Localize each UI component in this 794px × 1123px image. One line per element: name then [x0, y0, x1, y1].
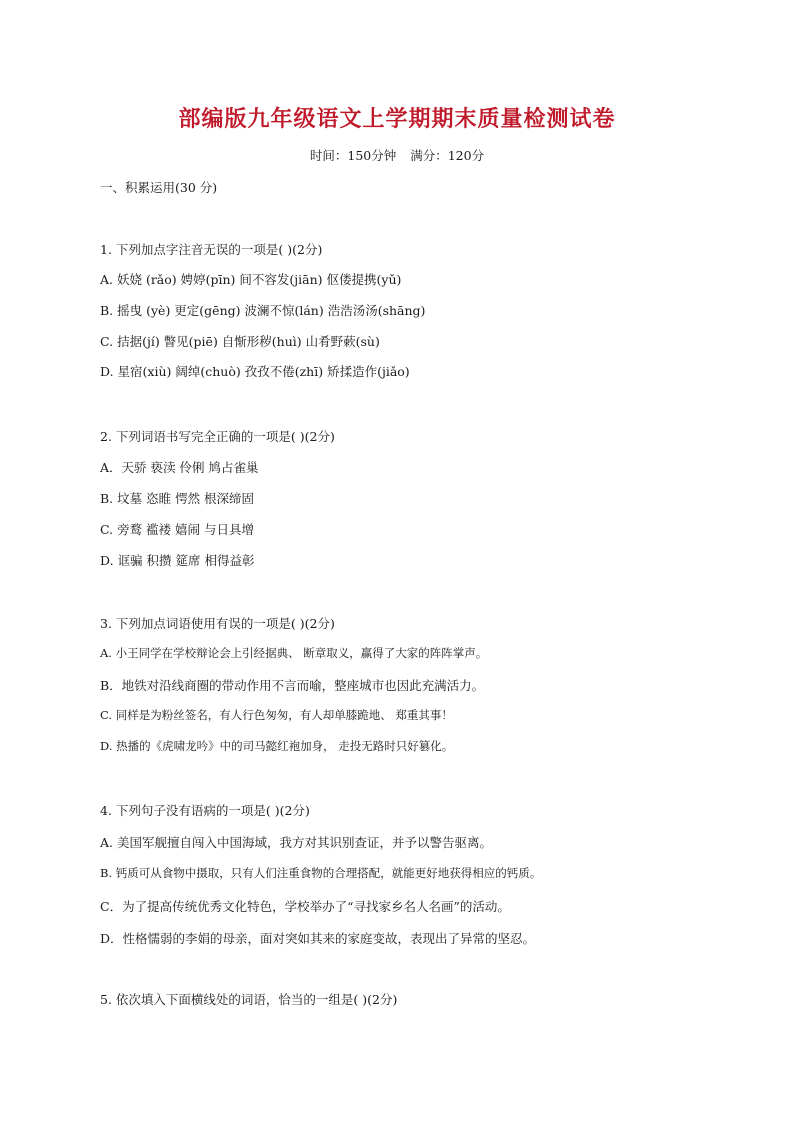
question-2-option-d: D. 诓骗 积攒 筵席 相得益彰: [100, 553, 255, 568]
question-4-stem: 4. 下列句子没有语病的一项是( )(2分): [100, 803, 310, 818]
question-1-stem: 1. 下列加点字注音无误的一项是( )(2分): [100, 242, 323, 257]
question-1-option-d: D. 星宿(xiù) 阔绰(chuò) 孜孜不倦(zhī) 矫揉造作(jiǎo): [100, 364, 410, 379]
page-title: 部编版九年级语文上学期期末质量检测试卷: [178, 107, 616, 132]
question-1-option-a: A. 妖娆 (rǎo) 娉婷(pīn) 间不容发(jiān) 伛偻提携(yǔ): [100, 272, 402, 287]
question-2-option-b: B. 坟墓 恣睢 愕然 根深缔固: [100, 491, 255, 506]
question-1-option-c: C. 拮据(jí) 瞥见(piē) 自惭形秽(huì) 山肴野蔌(sù): [100, 334, 380, 349]
question-1-option-b: B. 摇曳 (yè) 更定(gēng) 波澜不惊(lán) 浩浩汤汤(shāng): [100, 303, 426, 318]
question-3-stem: 3. 下列加点词语使用有误的一项是( )(2分): [100, 616, 335, 631]
exam-meta: [0, 146, 794, 164]
section-heading: 一、积累运用(30 分): [100, 180, 218, 195]
question-3-option-d: D. 热播的《虎啸龙吟》中的司马懿红袍加身， 走投无路时只好篡化。: [100, 739, 454, 753]
question-2-option-c: C. 旁鹜 褴褛 嬉闹 与日具增: [100, 522, 254, 537]
question-3-option-b: B．地铁对沿线商圈的带动作用不言而喻，整座城市也因此充满活力。: [100, 678, 485, 693]
exam-time: 时间：150分钟: [309, 148, 397, 163]
question-4-option-a: A. 美国军舰擅自闯入中国海域，我方对其识别查证，并予以警告驱离。: [100, 835, 492, 850]
question-4-option-c: C．为了提高传统优秀文化特色，学校举办了“寻找家乡名人名画”的活动。: [100, 899, 510, 914]
question-2-stem: 2. 下列词语书写完全正确的一项是( )(2分): [100, 429, 335, 444]
question-3-option-a: A. 小王同学在学校辩论会上引经据典、 断章取义，赢得了大家的阵阵掌声。: [100, 646, 488, 660]
question-3-option-c: C. 同样是为粉丝签名，有人行色匆匆，有人却单膝跪地、 郑重其事！: [100, 708, 453, 722]
question-4-option-d: D．性格懦弱的李娟的母亲，面对突如其来的家庭变故，表现出了异常的坚忍。: [100, 931, 536, 946]
question-4-option-b: B. 钙质可从食物中摄取，只有人们注重食物的合理搭配，就能更好地获得相应的钙质。: [100, 866, 542, 880]
exam-score: 满分：120分: [410, 148, 485, 163]
question-5-stem: 5. 依次填入下面横线处的词语，恰当的一组是( )(2分): [100, 992, 398, 1007]
question-2-option-a: A．天骄 亵渎 伶俐 鸠占雀巢: [100, 460, 259, 475]
